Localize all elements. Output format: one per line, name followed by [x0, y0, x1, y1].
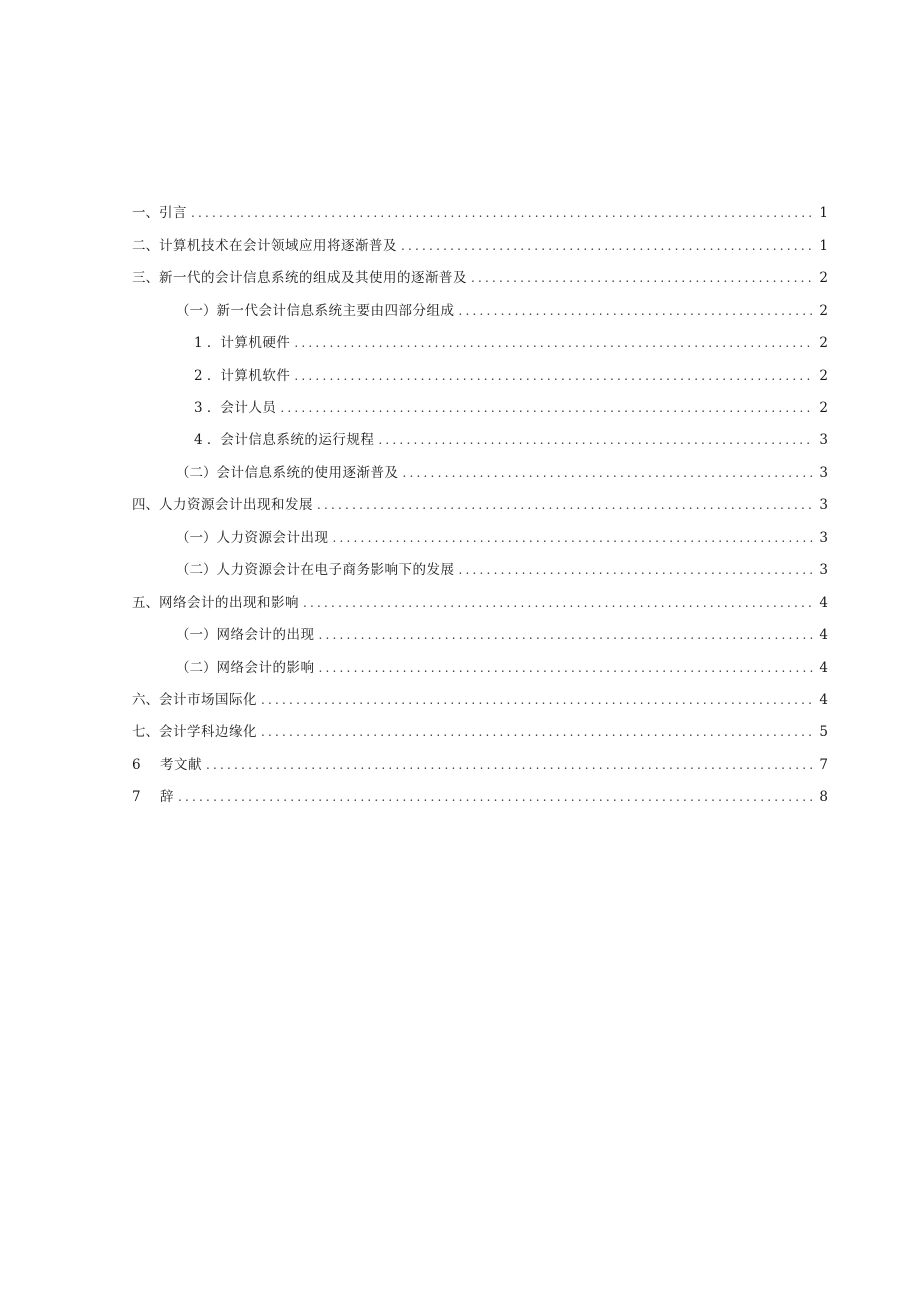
toc-entry-number: （二）: [176, 660, 217, 676]
toc-entry[interactable]: [0, 785, 920, 809]
toc-entry[interactable]: [0, 201, 920, 225]
toc-dot-leader: [294, 331, 814, 355]
toc-entry-page: 4: [819, 660, 828, 676]
toc-entry-number: 4 ．: [194, 432, 221, 448]
toc-dot-leader: [459, 558, 815, 582]
toc-entry-page: 2: [819, 270, 828, 286]
toc-entry[interactable]: [0, 396, 920, 420]
toc-dot-leader: [280, 396, 814, 420]
toc-entry-number: 一、: [132, 205, 159, 221]
toc-entry[interactable]: [0, 558, 920, 582]
toc-dot-leader: [403, 461, 815, 485]
toc-entry-number: （二）: [176, 562, 217, 578]
toc-entry[interactable]: [0, 656, 920, 680]
toc-entry-title: 网络会计的出现和影响: [159, 595, 299, 611]
toc-entry-page: 2: [819, 303, 828, 319]
toc-entry[interactable]: [0, 266, 920, 290]
toc-dot-leader: [261, 720, 814, 744]
toc-entry[interactable]: [0, 753, 920, 777]
toc-entry[interactable]: [0, 299, 920, 323]
toc-entry-page: 2: [819, 335, 828, 351]
toc-entry-page: 3: [819, 562, 828, 578]
toc-entry-title: 计算机技术在会计领域应用将逐渐普及: [159, 238, 397, 254]
toc-entry-title: 计算机硬件: [220, 335, 291, 351]
toc-entry-number: （二）: [176, 465, 217, 481]
toc-dot-leader: [206, 753, 814, 777]
toc-entry-title: 会计学科边缘化: [159, 724, 257, 740]
toc-entry-title: 考文献: [160, 757, 202, 773]
toc-dot-leader: [303, 591, 814, 615]
toc-entry-title: 会计市场国际化: [159, 692, 257, 708]
toc-entry[interactable]: [0, 526, 920, 550]
toc-dot-leader: [294, 364, 814, 388]
toc-dot-leader: [378, 428, 814, 452]
toc-dot-leader: [317, 493, 814, 517]
toc-entry-title: 会计信息系统的使用逐渐普及: [216, 465, 399, 481]
toc-entry-number: 五、: [132, 595, 159, 611]
toc-entry-title: 引言: [159, 205, 187, 221]
toc-entry-page: 1: [819, 238, 828, 254]
toc-entry-number: （一）: [176, 303, 217, 319]
toc-entry-number: 二、: [132, 238, 159, 254]
toc-entry-title: 辞: [160, 789, 174, 805]
toc-entry-title: 计算机软件: [220, 368, 291, 384]
toc-entry-title: 人力资源会计出现和发展: [159, 497, 313, 513]
toc-entry-number: 6: [132, 757, 141, 773]
toc-entry[interactable]: [0, 720, 920, 744]
toc-entry-page: 8: [819, 789, 828, 805]
toc-entry-page: 4: [819, 692, 828, 708]
toc-dot-leader: [319, 656, 815, 680]
toc-entry-number: （一）: [176, 627, 217, 643]
toc-entry-page: 3: [819, 465, 828, 481]
toc-entry[interactable]: [0, 428, 920, 452]
toc-entry-number: 七、: [132, 724, 159, 740]
toc-entry-title: 网络会计的影响: [216, 660, 315, 676]
toc-entry-title: 人力资源会计出现: [216, 530, 329, 546]
toc-entry-number: 1 ．: [194, 335, 221, 351]
toc-dot-leader: [261, 688, 814, 712]
toc-entry-number: 三、: [132, 270, 159, 286]
toc-entry-page: 7: [819, 757, 828, 773]
toc-entry-number: 7: [132, 789, 141, 805]
toc-entry-number: 四、: [132, 497, 159, 513]
toc-entry-page: 5: [819, 724, 828, 740]
toc-dot-leader: [459, 299, 815, 323]
toc-entry-page: 4: [819, 595, 828, 611]
toc-entry-page: 2: [819, 400, 828, 416]
toc-entry-page: 2: [819, 368, 828, 384]
toc-entry-number: 2 ．: [194, 368, 221, 384]
toc-entry-number: 六、: [132, 692, 159, 708]
toc-entry-title: 人力资源会计在电子商务影响下的发展: [216, 562, 455, 578]
toc-dot-leader: [178, 785, 814, 809]
toc-entry[interactable]: [0, 364, 920, 388]
toc-entry-title: 新一代的会计信息系统的组成及其使用的逐渐普及: [159, 270, 467, 286]
toc-dot-leader: [401, 234, 814, 258]
toc-entry[interactable]: [0, 461, 920, 485]
toc-entry-number: 3 ．: [194, 400, 221, 416]
toc-entry-page: 1: [819, 205, 828, 221]
toc-entry-title: 会计人员: [220, 400, 277, 416]
toc-dot-leader: [319, 623, 815, 647]
toc-entry[interactable]: [0, 493, 920, 517]
toc-entry-page: 3: [819, 432, 828, 448]
toc-entry-title: 新一代会计信息系统主要由四部分组成: [216, 303, 455, 319]
toc-entry-number: （一）: [176, 530, 217, 546]
toc-dot-leader: [333, 526, 815, 550]
toc-entry[interactable]: [0, 331, 920, 355]
toc-entry[interactable]: [0, 688, 920, 712]
toc-dot-leader: [471, 266, 814, 290]
toc-entry-title: 会计信息系统的运行规程: [220, 432, 375, 448]
toc-dot-leader: [191, 201, 814, 225]
toc-entry[interactable]: [0, 591, 920, 615]
toc-entry[interactable]: [0, 623, 920, 647]
toc-entry-page: 4: [819, 627, 828, 643]
toc-entry-page: 3: [819, 530, 828, 546]
toc-entry-title: 网络会计的出现: [216, 627, 315, 643]
toc-entry[interactable]: [0, 234, 920, 258]
toc-entry-page: 3: [819, 497, 828, 513]
